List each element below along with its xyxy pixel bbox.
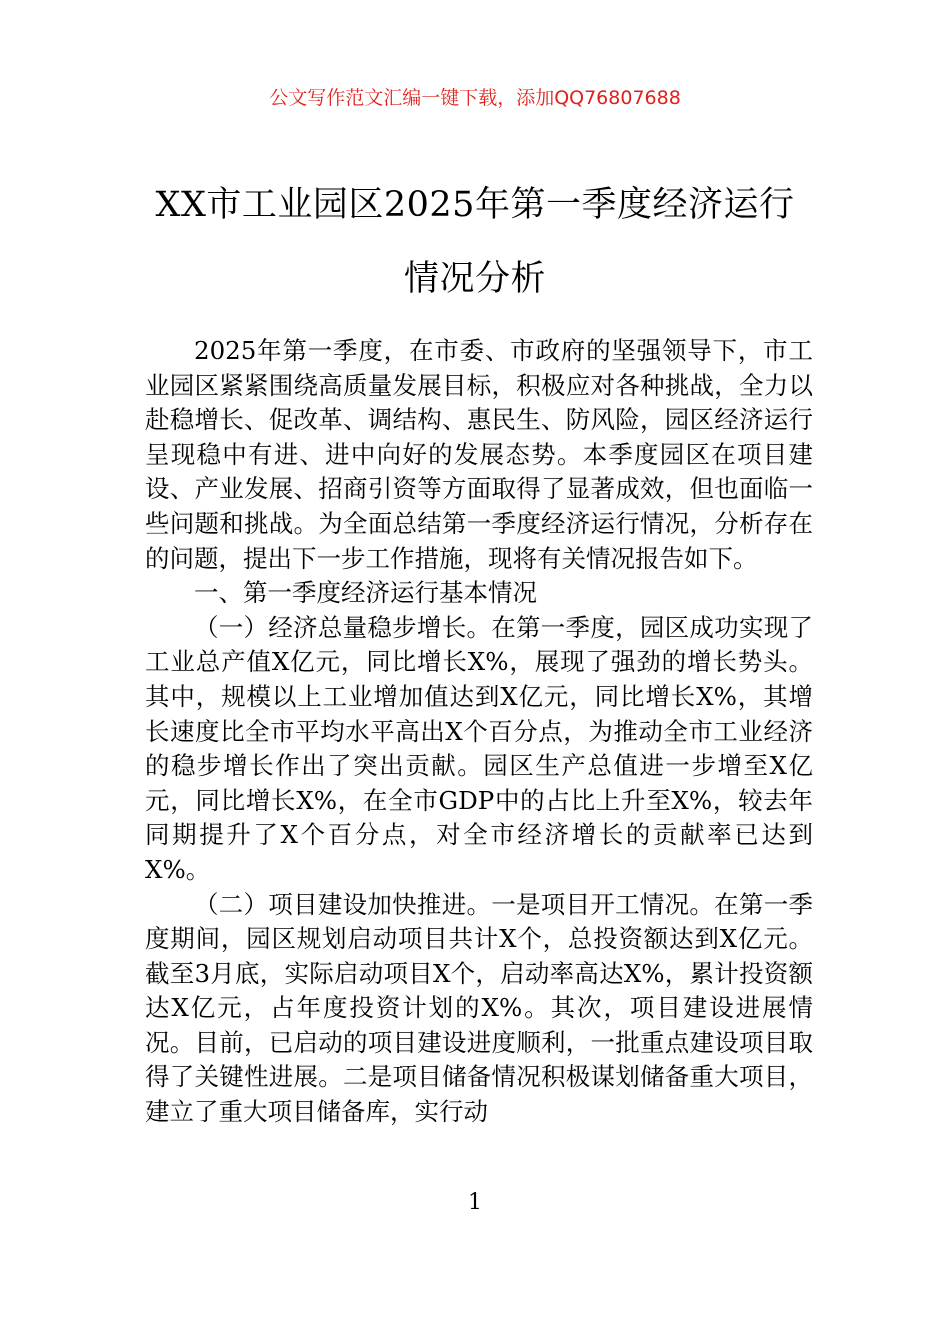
intro-paragraph: 2025年第一季度，在市委、市政府的坚强领导下，市工业园区紧紧围绕高质量发展目标，积极应对各种挑战，全力以赴稳增长、促改革、调结构、惠民生、防风险，园区经济运行呈现稳中有进、进中向好的发展态势。本季度园区在项目建设、产业发展、招商引资等方面取得了显著成效，但也面临一些问题和挑战。为全面总结第一季度经济运行情况，分析存在的问题，提出下一步工作措施，现将有关情况报告如下。 (145, 336, 813, 573)
title-line-1: XX市工业园区2025年第一季度经济运行 (155, 185, 795, 225)
document-body (145, 334, 813, 1130)
section-heading: 一、第一季度经济运行基本情况 (194, 578, 537, 608)
projects-paragraph: （二）项目建设加快推进。一是项目开工情况。在第一季度期间，园区规划启动项目共计X个，总投资额达到X亿元。截至3月底，实际启动项目X个，启动率高达X%，累计投资额达X亿元，占年度投资计划的X%。其次，项目建设进展情况。目前，已启动的项目建设进度顺利，一批重点建设项目取得了关键性进展。二是项目储备情况积极谋划储备重大项目，建立了重大项目储备库，实行动 (145, 889, 813, 1127)
title-line-2: 情况分析 (403, 259, 546, 299)
economy-paragraph: （一）经济总量稳步增长。在第一季度，园区成功实现了工业总产值X亿元，同比增长X%，展现了强劲的增长势头。其中，规模以上工业增加值达到X亿元，同比增长X%，其增长速度比全市平均水平高出X个百分点，为推动全市工业经济的稳步增长作出了突出贡献。园区生产总值进一步增至X亿元，同比增长X%，在全市GDP中的占比上升至X%，较去年同期提升了X个百分点，对全市经济增长的贡献率已达到X%。 (145, 612, 813, 884)
download-banner: 公文写作范文汇编一键下载，添加QQ76807688 (269, 87, 681, 109)
document-title (140, 168, 810, 316)
page-number: 1 (468, 1190, 482, 1215)
